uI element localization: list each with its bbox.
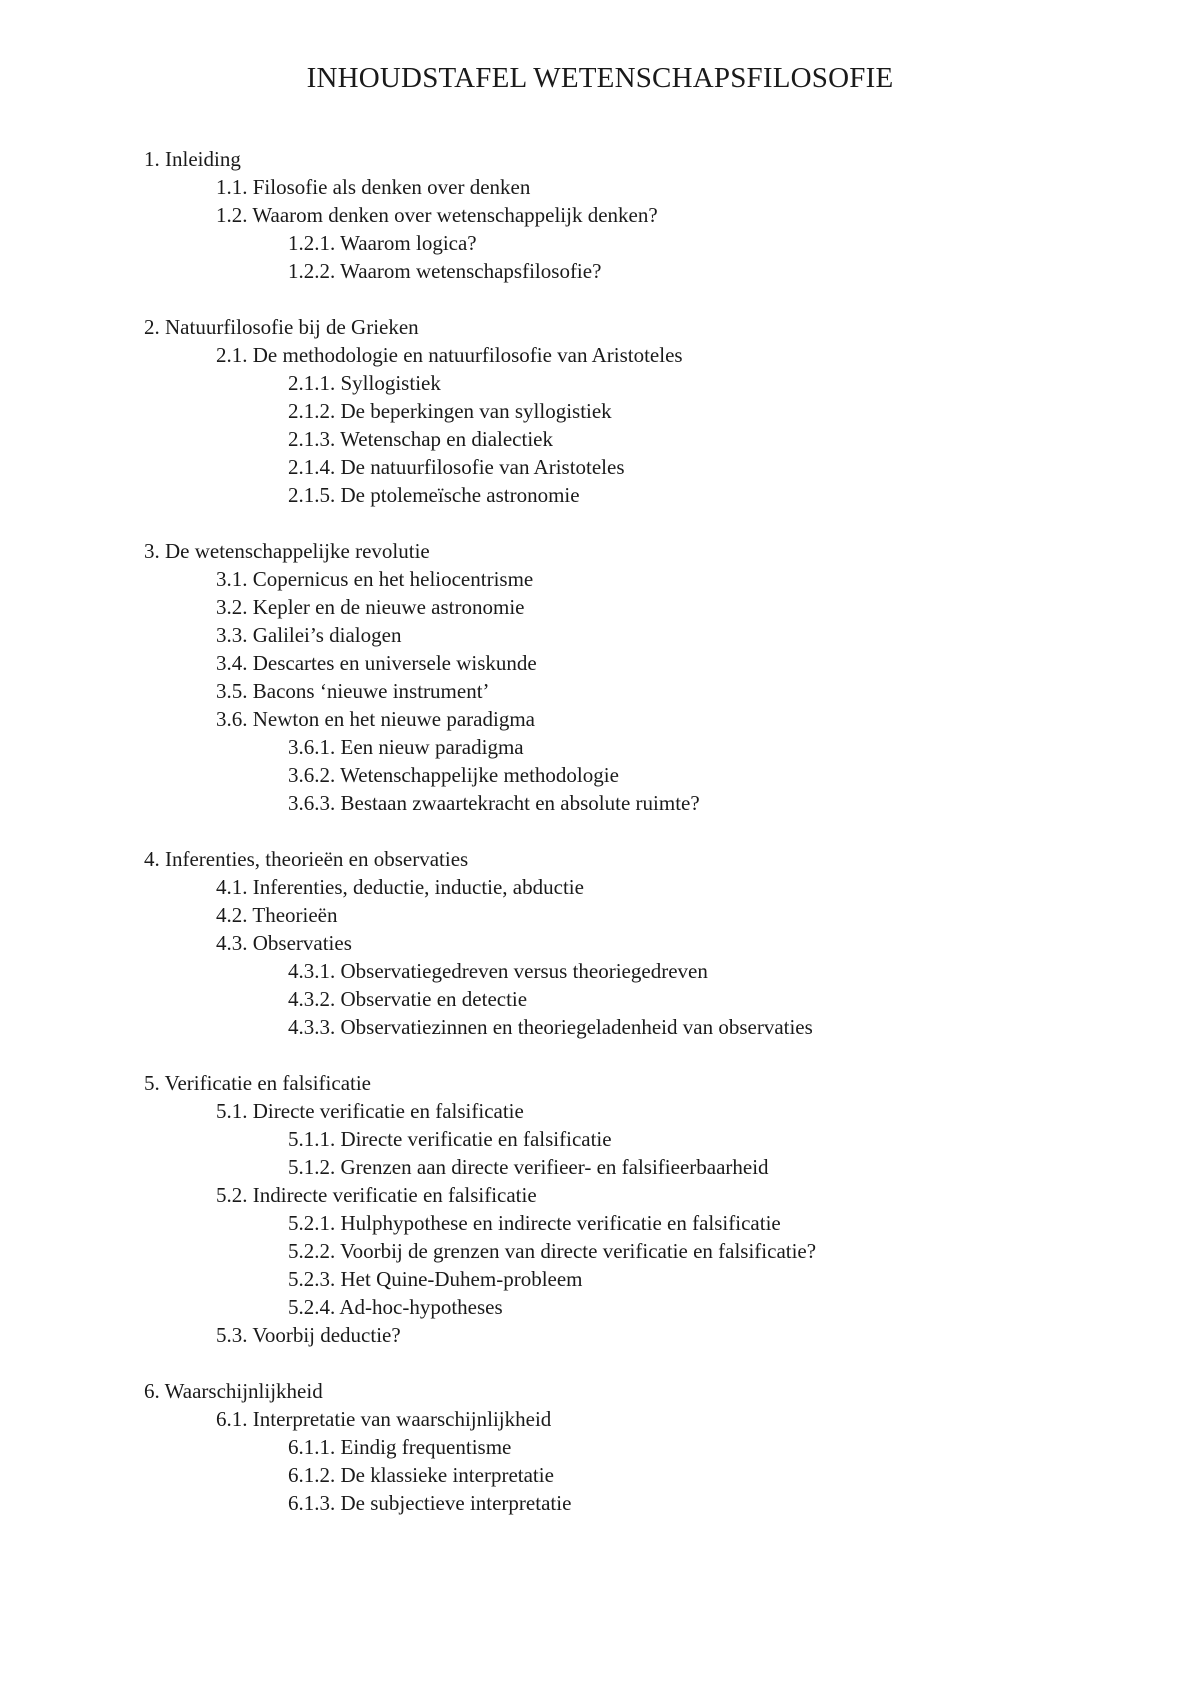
toc-subsection: 4.3.2. Observatie en detectie [288,987,528,1011]
toc-section: 3.6. Newton en het nieuwe paradigma [216,707,535,731]
toc-subsection: 6.1.2. De klassieke interpretatie [288,1463,554,1487]
toc-chapter: 4. Inferenties, theorieën en observaties [144,847,469,871]
toc-subsection: 3.6.2. Wetenschappelijke methodologie [288,763,619,787]
chapter-spacer [0,285,1200,313]
chapter-spacer [0,509,1200,537]
toc-subsection: 4.3.3. Observatiezinnen en theoriegeladenheid van observaties [288,1015,813,1039]
toc-section: 1.1. Filosofie als denken over denken [216,175,531,199]
table-of-contents [0,145,1200,1517]
toc-section: 5.3. Voorbij deductie? [216,1323,401,1347]
toc-subsection: 2.1.4. De natuurfilosofie van Aristoteles [288,455,625,479]
toc-subsection: 2.1.3. Wetenschap en dialectiek [288,427,553,451]
toc-section: 5.2. Indirecte verificatie en falsificatie [216,1183,537,1207]
toc-subsection: 2.1.2. De beperkingen van syllogistiek [288,399,612,423]
toc-subsection: 5.2.4. Ad-hoc-hypotheses [288,1295,503,1319]
toc-section: 3.4. Descartes en universele wiskunde [216,651,537,675]
toc-subsection: 5.2.2. Voorbij de grenzen van directe verificatie en falsificatie? [288,1239,817,1263]
toc-section: 6.1. Interpretatie van waarschijnlijkheid [216,1407,552,1431]
toc-section: 4.3. Observaties [216,931,352,955]
toc-chapter: 3. De wetenschappelijke revolutie [144,539,430,563]
toc-chapter: 2. Natuurfilosofie bij de Grieken [144,315,419,339]
toc-subsection: 1.2.1. Waarom logica? [288,231,477,255]
toc-section: 5.1. Directe verificatie en falsificatie [216,1099,524,1123]
toc-section: 3.2. Kepler en de nieuwe astronomie [216,595,525,619]
toc-section: 3.5. Bacons ‘nieuwe instrument’ [216,679,490,703]
toc-section: 3.3. Galilei’s dialogen [216,623,402,647]
toc-subsection: 5.1.1. Directe verificatie en falsificatie [288,1127,612,1151]
document-title: INHOUDSTAFEL WETENSCHAPSFILOSOFIE [306,62,894,94]
toc-subsection: 5.1.2. Grenzen aan directe verifieer- en falsifieerbaarheid [288,1155,769,1179]
toc-subsection: 3.6.3. Bestaan zwaartekracht en absolute ruimte? [288,791,700,815]
toc-subsection: 6.1.3. De subjectieve interpretatie [288,1491,572,1515]
toc-section: 3.1. Copernicus en het heliocentrisme [216,567,534,591]
chapter-spacer [0,1349,1200,1377]
toc-section: 4.1. Inferenties, deductie, inductie, abductie [216,875,584,899]
toc-subsection: 4.3.1. Observatiegedreven versus theoriegedreven [288,959,708,983]
chapter-spacer [0,817,1200,845]
toc-chapter: 5. Verificatie en falsificatie [144,1071,372,1095]
toc-subsection: 2.1.1. Syllogistiek [288,371,441,395]
toc-chapter: 1. Inleiding [144,147,241,171]
chapter-spacer [0,1041,1200,1069]
toc-subsection: 1.2.2. Waarom wetenschapsfilosofie? [288,259,602,283]
toc-chapter: 6. Waarschijnlijkheid [144,1379,323,1403]
toc-section: 1.2. Waarom denken over wetenschappelijk denken? [216,203,658,227]
toc-subsection: 3.6.1. Een nieuw paradigma [288,735,524,759]
toc-subsection: 2.1.5. De ptolemeïsche astronomie [288,483,580,507]
toc-subsection: 5.2.1. Hulphypothese en indirecte verificatie en falsificatie [288,1211,781,1235]
toc-section: 2.1. De methodologie en natuurfilosofie van Aristoteles [216,343,683,367]
toc-subsection: 5.2.3. Het Quine-Duhem-probleem [288,1267,583,1291]
toc-subsection: 6.1.1. Eindig frequentisme [288,1435,512,1459]
toc-section: 4.2. Theorieën [216,903,338,927]
